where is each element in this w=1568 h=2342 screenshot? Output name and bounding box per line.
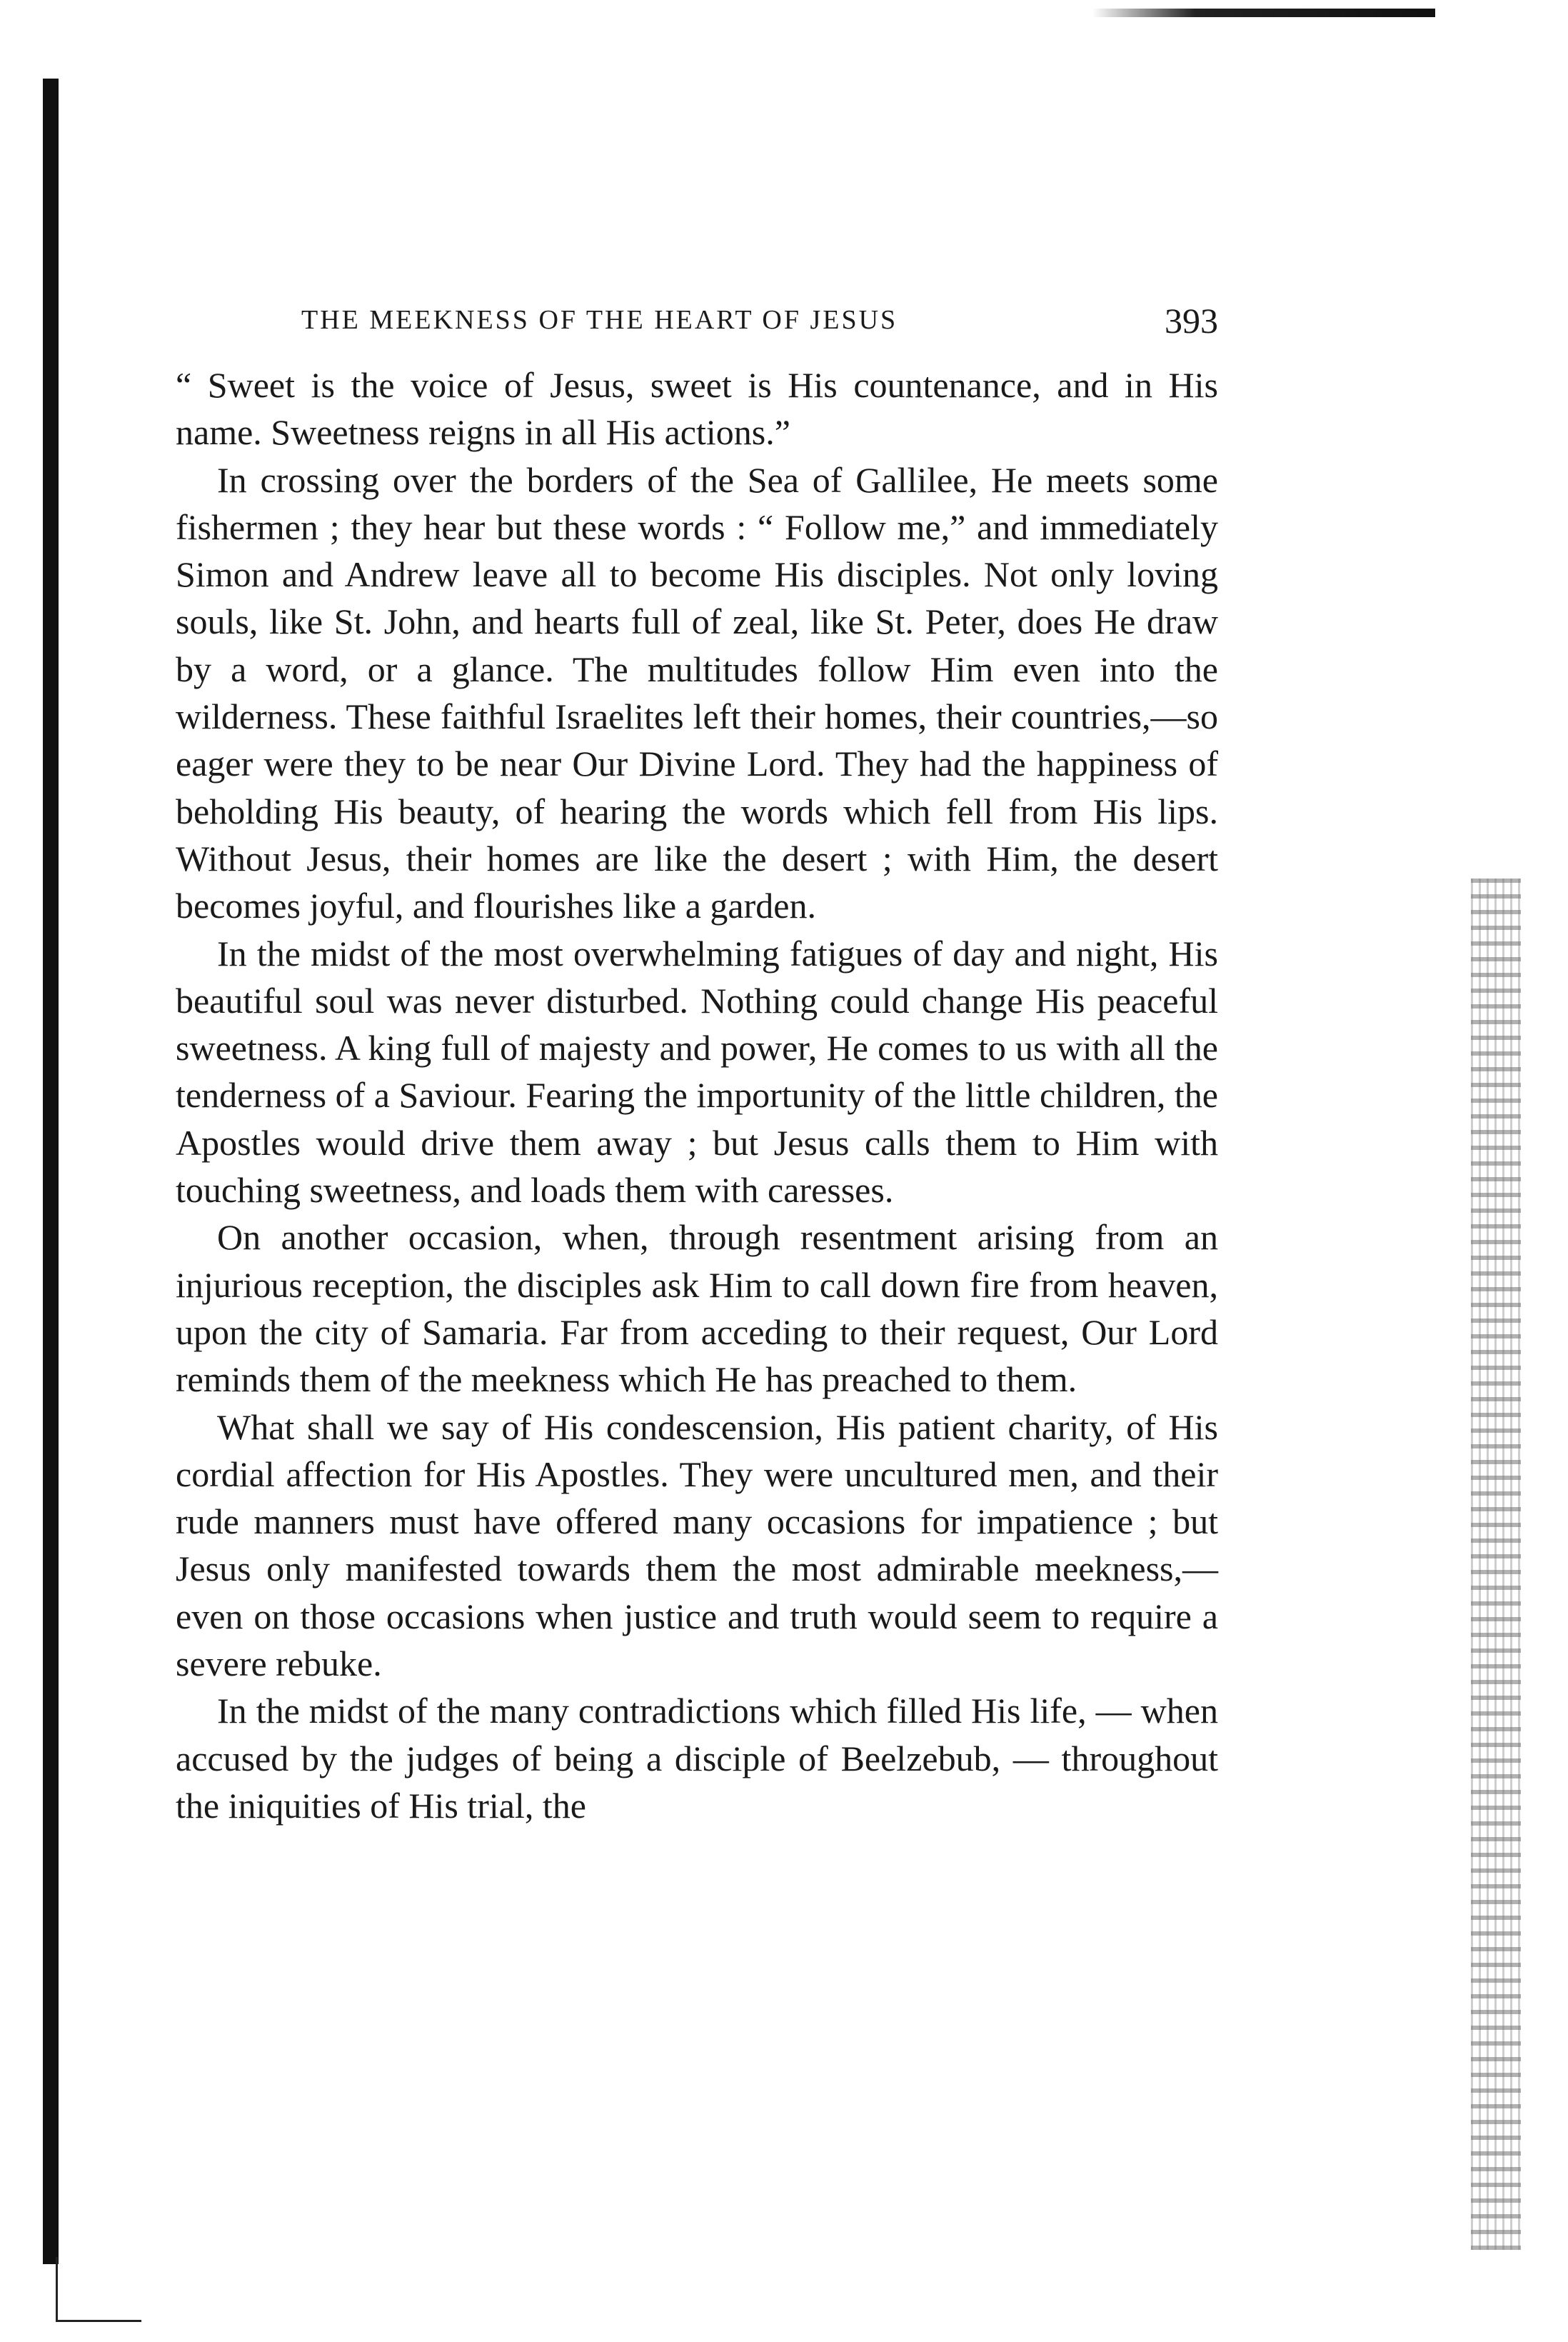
paragraph-apostles: What shall we say of His condescension, His patient charity, of His cordial affection for His Apostles. They were uncultured men, and their rude manners must have offered many occasions for impatience ; but Jesus only manifested towards them the most admirable meekness,—even on those occasions when justice and truth would seem to require a severe rebuke. (176, 1406, 1218, 1684)
page-number: 393 (1165, 301, 1218, 341)
paragraph-galilee: In crossing over the borders of the Sea of Gallilee, He meets some fishermen ; they hear but these words : “ Follow me,” and immediately Simon and Andrew leave all to become His disciples. Not only loving souls, like St. John, and hearts full of zeal, like St. Peter, does He draw by a word, or a glance. The multitudes follow Him even into the wilderness. These faithful Israelites left their homes, their countries,—so eager were they to be near Our Divine Lord. They had the happiness of beholding His beauty, of hearing the words which fell from His lips. Without Jesus, their homes are like the desert ; with Him, the desert becomes joyful, and flourishes like a garden. (176, 459, 1218, 926)
running-title: THE MEEKNESS OF THE HEART OF JESUS (301, 305, 898, 335)
paragraph-fatigues: In the midst of the most overwhelming fatigues of day and night, His beautiful soul was never disturbed. Nothing could change His peaceful sweetness. A king full of majesty and power, He comes to us with all the tenderness of a Saviour. Fearing the importunity of the little children, the Apostles would drive them away ; but Jesus calls them to Him with touching sweetness, and loads them with caresses. (176, 933, 1218, 1211)
book-page (176, 300, 1218, 1829)
paragraph-quote: “ Sweet is the voice of Jesus, sweet is His countenance, and in His name. Sweetness reigns in all His actions.” (176, 365, 1218, 453)
binding-shadow-base (56, 2320, 141, 2322)
top-edge-rule (1092, 9, 1435, 17)
paragraph-contradictions: In the midst of the many contradictions which filled His life, — when accused by the judges of being a disciple of Beelzebub, — throughout the iniquities of His trial, the (176, 1691, 1218, 1826)
running-head (176, 300, 1218, 343)
paragraph-samaria: On another occasion, when, through resentment arising from an injurious reception, the disciples ask Him to call down fire from heaven, upon the city of Samaria. Far from acceding to their request, Our Lord reminds them of the meekness which He has preached to them. (176, 1217, 1218, 1400)
binding-shadow-left (43, 79, 59, 2264)
page-edge-texture (1471, 879, 1521, 2250)
binding-shadow-foot (56, 2257, 58, 2321)
